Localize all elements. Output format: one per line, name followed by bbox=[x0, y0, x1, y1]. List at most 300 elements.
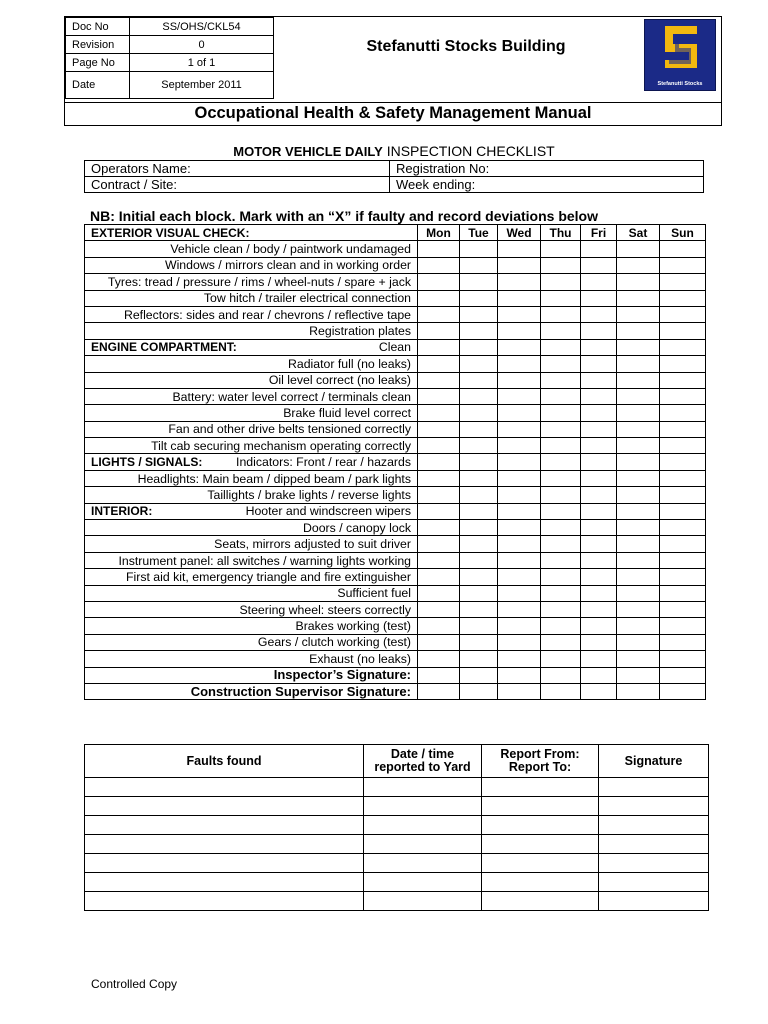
day-header-mon: Mon bbox=[418, 225, 460, 241]
check-cell-tue[interactable] bbox=[460, 520, 498, 536]
check-cell-wed[interactable] bbox=[498, 667, 541, 683]
check-cell-thu[interactable] bbox=[541, 536, 581, 552]
check-cell-tue[interactable] bbox=[460, 552, 498, 568]
day-header-fri: Fri bbox=[581, 225, 617, 241]
check-cell-sat[interactable] bbox=[617, 241, 660, 257]
check-cell-tue[interactable] bbox=[460, 569, 498, 585]
check-cell-sat[interactable] bbox=[617, 257, 660, 273]
check-cell-sat[interactable] bbox=[617, 536, 660, 552]
week-ending-field[interactable]: Week ending: bbox=[390, 177, 704, 193]
checklist-item-text: Steering wheel: steers correctly bbox=[239, 602, 411, 617]
section-label: LIGHTS / SIGNALS: bbox=[91, 455, 203, 470]
check-cell-mon[interactable] bbox=[418, 520, 460, 536]
check-cell-tue[interactable] bbox=[460, 438, 498, 454]
check-cell-mon[interactable] bbox=[418, 585, 460, 601]
check-cell-tue[interactable] bbox=[460, 356, 498, 372]
check-cell-wed[interactable] bbox=[498, 651, 541, 667]
check-cell-tue[interactable] bbox=[460, 257, 498, 273]
check-cell-wed[interactable] bbox=[498, 569, 541, 585]
check-cell-sat[interactable] bbox=[617, 356, 660, 372]
check-cell-tue[interactable] bbox=[460, 634, 498, 650]
check-cell-thu[interactable] bbox=[541, 323, 581, 339]
checklist-item bbox=[85, 372, 418, 388]
day-header-row bbox=[85, 225, 706, 241]
check-cell-tue[interactable] bbox=[460, 601, 498, 617]
check-cell-sun[interactable] bbox=[660, 290, 706, 306]
fault-description-cell[interactable] bbox=[85, 854, 364, 873]
date-time-header bbox=[364, 745, 482, 778]
check-cell-sun[interactable] bbox=[660, 683, 706, 699]
check-cell-wed[interactable] bbox=[498, 470, 541, 486]
check-cell-fri[interactable] bbox=[581, 667, 617, 683]
signature-header: Signature bbox=[599, 745, 709, 778]
fault-description-cell[interactable] bbox=[85, 873, 364, 892]
check-cell-mon[interactable] bbox=[418, 356, 460, 372]
check-cell-mon[interactable] bbox=[418, 421, 460, 437]
check-cell-mon[interactable] bbox=[418, 618, 460, 634]
check-cell-fri[interactable] bbox=[581, 552, 617, 568]
check-cell-fri[interactable] bbox=[581, 323, 617, 339]
check-cell-mon[interactable] bbox=[418, 339, 460, 355]
check-cell-sun[interactable] bbox=[660, 323, 706, 339]
fault-row bbox=[85, 778, 709, 797]
check-cell-fri[interactable] bbox=[581, 585, 617, 601]
check-cell-sun[interactable] bbox=[660, 241, 706, 257]
check-cell-sun[interactable] bbox=[660, 487, 706, 503]
check-cell-wed[interactable] bbox=[498, 503, 541, 519]
check-cell-tue[interactable] bbox=[460, 585, 498, 601]
checklist-item bbox=[85, 290, 418, 306]
check-cell-wed[interactable] bbox=[498, 585, 541, 601]
check-cell-wed[interactable] bbox=[498, 552, 541, 568]
check-cell-thu[interactable] bbox=[541, 683, 581, 699]
check-cell-fri[interactable] bbox=[581, 601, 617, 617]
check-cell-thu[interactable] bbox=[541, 257, 581, 273]
check-cell-fri[interactable] bbox=[581, 421, 617, 437]
logo-mark-icon bbox=[645, 20, 715, 78]
check-cell-mon[interactable] bbox=[418, 241, 460, 257]
checklist-row bbox=[85, 503, 706, 519]
check-cell-fri[interactable] bbox=[581, 618, 617, 634]
check-cell-mon[interactable] bbox=[418, 290, 460, 306]
checklist-item bbox=[85, 520, 418, 536]
checklist-row bbox=[85, 388, 706, 404]
check-cell-mon[interactable] bbox=[418, 274, 460, 290]
checklist-row bbox=[85, 405, 706, 421]
fault-signature-cell[interactable] bbox=[599, 778, 709, 797]
check-cell-tue[interactable] bbox=[460, 388, 498, 404]
check-cell-tue[interactable] bbox=[460, 651, 498, 667]
check-cell-wed[interactable] bbox=[498, 306, 541, 322]
check-cell-thu[interactable] bbox=[541, 470, 581, 486]
check-cell-sun[interactable] bbox=[660, 470, 706, 486]
fault-datetime-cell[interactable] bbox=[364, 835, 482, 854]
check-cell-sun[interactable] bbox=[660, 618, 706, 634]
check-cell-sat[interactable] bbox=[617, 520, 660, 536]
check-cell-wed[interactable] bbox=[498, 618, 541, 634]
fault-signature-cell[interactable] bbox=[599, 873, 709, 892]
company-name: Stefanutti Stocks Building bbox=[366, 38, 566, 55]
fault-datetime-cell[interactable] bbox=[364, 873, 482, 892]
check-cell-sat[interactable] bbox=[617, 683, 660, 699]
check-cell-mon[interactable] bbox=[418, 372, 460, 388]
fault-signature-cell[interactable] bbox=[599, 835, 709, 854]
check-cell-fri[interactable] bbox=[581, 356, 617, 372]
check-cell-thu[interactable] bbox=[541, 405, 581, 421]
fault-row bbox=[85, 797, 709, 816]
check-cell-wed[interactable] bbox=[498, 634, 541, 650]
check-cell-fri[interactable] bbox=[581, 634, 617, 650]
check-cell-fri[interactable] bbox=[581, 520, 617, 536]
check-cell-sat[interactable] bbox=[617, 339, 660, 355]
check-cell-wed[interactable] bbox=[498, 257, 541, 273]
check-cell-sun[interactable] bbox=[660, 372, 706, 388]
check-cell-thu[interactable] bbox=[541, 601, 581, 617]
check-cell-sun[interactable] bbox=[660, 356, 706, 372]
checklist-item-text: Registration plates bbox=[309, 324, 411, 339]
check-cell-mon[interactable] bbox=[418, 257, 460, 273]
check-cell-wed[interactable] bbox=[498, 372, 541, 388]
fault-report-cell[interactable] bbox=[482, 797, 599, 816]
check-cell-sun[interactable] bbox=[660, 585, 706, 601]
check-cell-wed[interactable] bbox=[498, 388, 541, 404]
check-cell-fri[interactable] bbox=[581, 487, 617, 503]
check-cell-sat[interactable] bbox=[617, 634, 660, 650]
check-cell-wed[interactable] bbox=[498, 356, 541, 372]
checklist-item bbox=[85, 241, 418, 257]
fault-datetime-cell[interactable] bbox=[364, 797, 482, 816]
check-cell-wed[interactable] bbox=[498, 536, 541, 552]
check-cell-sat[interactable] bbox=[617, 323, 660, 339]
check-cell-mon[interactable] bbox=[418, 552, 460, 568]
day-header-wed: Wed bbox=[498, 225, 541, 241]
check-cell-wed[interactable] bbox=[498, 487, 541, 503]
check-cell-wed[interactable] bbox=[498, 274, 541, 290]
check-cell-fri[interactable] bbox=[581, 470, 617, 486]
check-cell-thu[interactable] bbox=[541, 274, 581, 290]
fault-signature-cell[interactable] bbox=[599, 816, 709, 835]
checklist-row bbox=[85, 618, 706, 634]
page-no-label: Page No bbox=[66, 54, 130, 72]
check-cell-sat[interactable] bbox=[617, 274, 660, 290]
check-cell-sat[interactable] bbox=[617, 651, 660, 667]
fault-signature-cell[interactable] bbox=[599, 854, 709, 873]
check-cell-fri[interactable] bbox=[581, 683, 617, 699]
fault-signature-cell[interactable] bbox=[599, 797, 709, 816]
check-cell-fri[interactable] bbox=[581, 454, 617, 470]
fault-description-cell[interactable] bbox=[85, 892, 364, 911]
check-cell-tue[interactable] bbox=[460, 421, 498, 437]
document-meta-table bbox=[65, 17, 274, 99]
checklist-item-text: Windows / mirrors clean and in working order bbox=[164, 258, 411, 273]
operators-name-field[interactable]: Operators Name: bbox=[85, 161, 390, 177]
checklist-row bbox=[85, 634, 706, 650]
check-cell-thu[interactable] bbox=[541, 372, 581, 388]
check-cell-sat[interactable] bbox=[617, 421, 660, 437]
check-cell-thu[interactable] bbox=[541, 241, 581, 257]
checklist-item bbox=[85, 552, 418, 568]
checklist-item bbox=[85, 356, 418, 372]
check-cell-sun[interactable] bbox=[660, 421, 706, 437]
check-cell-fri[interactable] bbox=[581, 405, 617, 421]
checklist-row bbox=[85, 487, 706, 503]
check-cell-sun[interactable] bbox=[660, 634, 706, 650]
check-cell-mon[interactable] bbox=[418, 569, 460, 585]
check-cell-wed[interactable] bbox=[498, 323, 541, 339]
check-cell-mon[interactable] bbox=[418, 634, 460, 650]
checklist-title-bold: MOTOR VEHICLE DAILY bbox=[233, 144, 383, 159]
checklist-item bbox=[85, 405, 418, 421]
checklist-item bbox=[85, 339, 418, 355]
contract-site-field[interactable]: Contract / Site: bbox=[85, 177, 390, 193]
report-header bbox=[482, 745, 599, 778]
checklist-item bbox=[85, 274, 418, 290]
check-cell-tue[interactable] bbox=[460, 503, 498, 519]
check-cell-tue[interactable] bbox=[460, 667, 498, 683]
check-cell-mon[interactable] bbox=[418, 438, 460, 454]
checklist-item-text: Battery: water level correct / terminals clean bbox=[172, 389, 411, 404]
check-cell-sat[interactable] bbox=[617, 405, 660, 421]
check-cell-sat[interactable] bbox=[617, 454, 660, 470]
check-cell-fri[interactable] bbox=[581, 651, 617, 667]
check-cell-sat[interactable] bbox=[617, 667, 660, 683]
check-cell-thu[interactable] bbox=[541, 454, 581, 470]
check-cell-sun[interactable] bbox=[660, 257, 706, 273]
fault-report-cell[interactable] bbox=[482, 835, 599, 854]
check-cell-thu[interactable] bbox=[541, 634, 581, 650]
check-cell-mon[interactable] bbox=[418, 405, 460, 421]
signature-row bbox=[85, 683, 706, 699]
check-cell-wed[interactable] bbox=[498, 290, 541, 306]
check-cell-thu[interactable] bbox=[541, 503, 581, 519]
checklist-row bbox=[85, 536, 706, 552]
fault-description-cell[interactable] bbox=[85, 835, 364, 854]
check-cell-tue[interactable] bbox=[460, 274, 498, 290]
check-cell-mon[interactable] bbox=[418, 487, 460, 503]
check-cell-thu[interactable] bbox=[541, 651, 581, 667]
check-cell-tue[interactable] bbox=[460, 372, 498, 388]
check-cell-sun[interactable] bbox=[660, 520, 706, 536]
check-cell-fri[interactable] bbox=[581, 569, 617, 585]
check-cell-fri[interactable] bbox=[581, 388, 617, 404]
faults-found-header: Faults found bbox=[85, 745, 364, 778]
check-cell-thu[interactable] bbox=[541, 306, 581, 322]
check-cell-fri[interactable] bbox=[581, 372, 617, 388]
registration-no-field[interactable]: Registration No: bbox=[390, 161, 704, 177]
check-cell-tue[interactable] bbox=[460, 683, 498, 699]
check-cell-wed[interactable] bbox=[498, 683, 541, 699]
check-cell-wed[interactable] bbox=[498, 454, 541, 470]
fault-signature-cell[interactable] bbox=[599, 892, 709, 911]
check-cell-tue[interactable] bbox=[460, 470, 498, 486]
check-cell-fri[interactable] bbox=[581, 241, 617, 257]
fault-row bbox=[85, 892, 709, 911]
check-cell-tue[interactable] bbox=[460, 536, 498, 552]
fault-report-cell[interactable] bbox=[482, 892, 599, 911]
checklist-item bbox=[85, 323, 418, 339]
check-cell-sat[interactable] bbox=[617, 618, 660, 634]
checklist-item-text: Seats, mirrors adjusted to suit driver bbox=[214, 537, 411, 552]
checklist-item bbox=[85, 651, 418, 667]
faults-table bbox=[84, 744, 709, 911]
check-cell-wed[interactable] bbox=[498, 520, 541, 536]
checklist-item-text: Brakes working (test) bbox=[295, 619, 411, 634]
check-cell-thu[interactable] bbox=[541, 339, 581, 355]
checklist-row bbox=[85, 438, 706, 454]
check-cell-thu[interactable] bbox=[541, 388, 581, 404]
check-cell-fri[interactable] bbox=[581, 339, 617, 355]
section-label: ENGINE COMPARTMENT: bbox=[91, 340, 237, 355]
checklist-item bbox=[85, 454, 418, 470]
check-cell-tue[interactable] bbox=[460, 290, 498, 306]
check-cell-sun[interactable] bbox=[660, 601, 706, 617]
checklist-item-text: Tilt cab securing mechanism operating correctly bbox=[151, 438, 411, 453]
check-cell-sun[interactable] bbox=[660, 274, 706, 290]
check-cell-mon[interactable] bbox=[418, 667, 460, 683]
check-cell-sun[interactable] bbox=[660, 667, 706, 683]
check-cell-sun[interactable] bbox=[660, 306, 706, 322]
fault-report-cell[interactable] bbox=[482, 778, 599, 797]
check-cell-tue[interactable] bbox=[460, 487, 498, 503]
checklist-title bbox=[84, 143, 704, 159]
checklist-row bbox=[85, 306, 706, 322]
check-cell-thu[interactable] bbox=[541, 438, 581, 454]
check-cell-fri[interactable] bbox=[581, 306, 617, 322]
check-cell-mon[interactable] bbox=[418, 470, 460, 486]
checklist-row bbox=[85, 552, 706, 568]
check-cell-tue[interactable] bbox=[460, 454, 498, 470]
check-cell-tue[interactable] bbox=[460, 618, 498, 634]
check-cell-sat[interactable] bbox=[617, 372, 660, 388]
date-time-header-line1: Date / time bbox=[390, 747, 455, 761]
instruction-note: NB: Initial each block. Mark with an “X” if faulty and record deviations below bbox=[90, 208, 598, 224]
check-cell-fri[interactable] bbox=[581, 257, 617, 273]
check-cell-fri[interactable] bbox=[581, 274, 617, 290]
check-cell-sun[interactable] bbox=[660, 552, 706, 568]
check-cell-thu[interactable] bbox=[541, 552, 581, 568]
check-cell-thu[interactable] bbox=[541, 421, 581, 437]
checklist-item bbox=[85, 388, 418, 404]
checklist-row bbox=[85, 323, 706, 339]
fault-report-cell[interactable] bbox=[482, 854, 599, 873]
check-cell-mon[interactable] bbox=[418, 683, 460, 699]
check-cell-tue[interactable] bbox=[460, 339, 498, 355]
check-cell-sat[interactable] bbox=[617, 503, 660, 519]
revision-label: Revision bbox=[66, 36, 130, 54]
checklist-item-text: Tow hitch / trailer electrical connection bbox=[203, 291, 411, 306]
check-cell-mon[interactable] bbox=[418, 601, 460, 617]
fault-row bbox=[85, 873, 709, 892]
checklist-row bbox=[85, 454, 706, 470]
check-cell-thu[interactable] bbox=[541, 585, 581, 601]
checklist-item-text: Instrument panel: all switches / warning lights working bbox=[118, 553, 411, 568]
fault-description-cell[interactable] bbox=[85, 797, 364, 816]
fault-datetime-cell[interactable] bbox=[364, 892, 482, 911]
check-cell-sun[interactable] bbox=[660, 536, 706, 552]
check-cell-sun[interactable] bbox=[660, 503, 706, 519]
check-cell-sun[interactable] bbox=[660, 651, 706, 667]
checklist-item bbox=[85, 470, 418, 486]
check-cell-thu[interactable] bbox=[541, 487, 581, 503]
check-cell-sat[interactable] bbox=[617, 569, 660, 585]
check-cell-mon[interactable] bbox=[418, 323, 460, 339]
checklist-item bbox=[85, 569, 418, 585]
check-cell-wed[interactable] bbox=[498, 421, 541, 437]
check-cell-thu[interactable] bbox=[541, 356, 581, 372]
date-label: Date bbox=[66, 72, 130, 99]
check-cell-wed[interactable] bbox=[498, 601, 541, 617]
checklist-row bbox=[85, 651, 706, 667]
check-cell-thu[interactable] bbox=[541, 290, 581, 306]
check-cell-sun[interactable] bbox=[660, 454, 706, 470]
check-cell-tue[interactable] bbox=[460, 241, 498, 257]
check-cell-sun[interactable] bbox=[660, 339, 706, 355]
checklist-row bbox=[85, 421, 706, 437]
check-cell-thu[interactable] bbox=[541, 618, 581, 634]
check-cell-sun[interactable] bbox=[660, 438, 706, 454]
logo-text: Stefanutti Stocks bbox=[657, 81, 703, 87]
fault-description-cell[interactable] bbox=[85, 778, 364, 797]
check-cell-mon[interactable] bbox=[418, 454, 460, 470]
checklist-item-text: First aid kit, emergency triangle and fire extinguisher bbox=[125, 569, 411, 584]
check-cell-sat[interactable] bbox=[617, 306, 660, 322]
check-cell-tue[interactable] bbox=[460, 405, 498, 421]
day-header-sun: Sun bbox=[660, 225, 706, 241]
check-cell-wed[interactable] bbox=[498, 438, 541, 454]
supervisor-signature-label: Construction Supervisor Signature: bbox=[85, 683, 418, 699]
check-cell-sun[interactable] bbox=[660, 569, 706, 585]
check-cell-sat[interactable] bbox=[617, 388, 660, 404]
fault-datetime-cell[interactable] bbox=[364, 778, 482, 797]
fault-row bbox=[85, 835, 709, 854]
check-cell-fri[interactable] bbox=[581, 438, 617, 454]
check-cell-thu[interactable] bbox=[541, 667, 581, 683]
checklist-item bbox=[85, 634, 418, 650]
check-cell-sat[interactable] bbox=[617, 290, 660, 306]
check-cell-sat[interactable] bbox=[617, 601, 660, 617]
check-cell-mon[interactable] bbox=[418, 306, 460, 322]
check-cell-mon[interactable] bbox=[418, 651, 460, 667]
check-cell-mon[interactable] bbox=[418, 503, 460, 519]
check-cell-wed[interactable] bbox=[498, 405, 541, 421]
check-cell-fri[interactable] bbox=[581, 536, 617, 552]
check-cell-sun[interactable] bbox=[660, 405, 706, 421]
fault-datetime-cell[interactable] bbox=[364, 854, 482, 873]
check-cell-tue[interactable] bbox=[460, 323, 498, 339]
checklist-row bbox=[85, 274, 706, 290]
check-cell-sat[interactable] bbox=[617, 552, 660, 568]
check-cell-sat[interactable] bbox=[617, 470, 660, 486]
check-cell-wed[interactable] bbox=[498, 339, 541, 355]
check-cell-fri[interactable] bbox=[581, 503, 617, 519]
check-cell-sat[interactable] bbox=[617, 438, 660, 454]
check-cell-mon[interactable] bbox=[418, 536, 460, 552]
check-cell-thu[interactable] bbox=[541, 569, 581, 585]
check-cell-sun[interactable] bbox=[660, 388, 706, 404]
check-cell-wed[interactable] bbox=[498, 241, 541, 257]
check-cell-thu[interactable] bbox=[541, 520, 581, 536]
fault-description-cell[interactable] bbox=[85, 816, 364, 835]
fault-report-cell[interactable] bbox=[482, 816, 599, 835]
check-cell-tue[interactable] bbox=[460, 306, 498, 322]
check-cell-sat[interactable] bbox=[617, 487, 660, 503]
fault-datetime-cell[interactable] bbox=[364, 816, 482, 835]
fault-report-cell[interactable] bbox=[482, 873, 599, 892]
checklist-item-text: Reflectors: sides and rear / chevrons / reflective tape bbox=[123, 307, 411, 322]
check-cell-mon[interactable] bbox=[418, 388, 460, 404]
check-cell-sat[interactable] bbox=[617, 585, 660, 601]
check-cell-fri[interactable] bbox=[581, 290, 617, 306]
